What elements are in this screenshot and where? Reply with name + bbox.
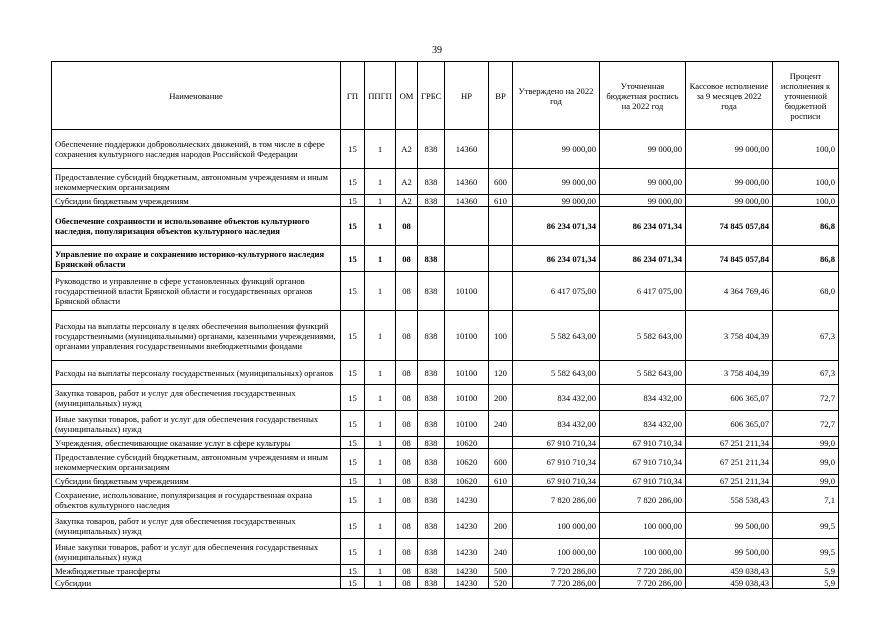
row-np: 14360	[445, 195, 489, 207]
row-om: 08	[396, 361, 418, 385]
row-gp: 15	[341, 513, 365, 539]
row-grbs: 838	[418, 246, 445, 272]
table-row	[52, 411, 839, 437]
row-percent: 99,5	[773, 539, 839, 565]
row-cash: 99 500,00	[686, 539, 773, 565]
row-vr: 600	[489, 169, 513, 195]
row-ppgp: 1	[365, 311, 396, 361]
row-refined: 5 582 643,00	[600, 311, 686, 361]
row-om: 08	[396, 577, 418, 589]
row-name: Закупка товаров, работ и услуг для обеспечения государственных (муниципальных) нужд	[52, 513, 341, 539]
table-row	[52, 361, 839, 385]
row-name: Предоставление субсидий бюджетным, автономным учреждениям и иным некоммерческим организациям	[52, 169, 341, 195]
row-grbs: 838	[418, 449, 445, 475]
row-np: 10100	[445, 361, 489, 385]
row-name: Обеспечение сохранности и использование объектов культурного наследия, популяризация объектов культурного наследия	[52, 207, 341, 246]
table-row	[52, 475, 839, 487]
row-name: Сохранение, использование, популяризация и государственная охрана объектов культурного наследия	[52, 487, 341, 513]
row-name: Управление по охране и сохранению историко-культурного наследия Брянской области	[52, 246, 341, 272]
row-grbs: 838	[418, 487, 445, 513]
row-name: Расходы на выплаты персоналу в целях обеспечения выполнения функций государственными (муниципальными) органами, казенными учреждениями, органами управления государственными внебюджетными фондами	[52, 311, 341, 361]
header-grbs: ГРБС	[418, 62, 445, 130]
row-gp: 15	[341, 565, 365, 577]
row-cash: 74 845 057,84	[686, 246, 773, 272]
table-row	[52, 311, 839, 361]
row-np: 14230	[445, 539, 489, 565]
table-row	[52, 565, 839, 577]
row-grbs: 838	[418, 195, 445, 207]
header-name: Наименование	[52, 62, 341, 130]
row-np: 10620	[445, 475, 489, 487]
row-percent: 100,0	[773, 130, 839, 169]
row-percent: 67,3	[773, 361, 839, 385]
row-percent: 68,0	[773, 272, 839, 311]
row-gp: 15	[341, 437, 365, 449]
row-grbs	[418, 207, 445, 246]
row-vr	[489, 272, 513, 311]
row-cash: 67 251 211,34	[686, 437, 773, 449]
row-ppgp: 1	[365, 475, 396, 487]
row-vr: 520	[489, 577, 513, 589]
row-om: 08	[396, 311, 418, 361]
row-cash: 3 758 404,39	[686, 311, 773, 361]
row-percent: 99,0	[773, 475, 839, 487]
row-np	[445, 246, 489, 272]
table-row	[52, 577, 839, 589]
row-np: 14360	[445, 130, 489, 169]
row-gp: 15	[341, 130, 365, 169]
row-percent: 99,5	[773, 513, 839, 539]
table-row	[52, 385, 839, 411]
row-np: 14230	[445, 487, 489, 513]
row-ppgp: 1	[365, 385, 396, 411]
row-approved: 67 910 710,34	[513, 449, 600, 475]
row-cash: 459 038,43	[686, 577, 773, 589]
row-name: Межбюджетные трансферты	[52, 565, 341, 577]
table-row	[52, 246, 839, 272]
table-row	[52, 130, 839, 169]
row-approved: 99 000,00	[513, 195, 600, 207]
row-approved: 7 720 286,00	[513, 577, 600, 589]
row-om: 08	[396, 207, 418, 246]
row-gp: 15	[341, 411, 365, 437]
row-om: 08	[396, 385, 418, 411]
row-cash: 558 538,43	[686, 487, 773, 513]
row-vr: 120	[489, 361, 513, 385]
row-np: 10100	[445, 272, 489, 311]
row-approved: 99 000,00	[513, 130, 600, 169]
row-refined: 67 910 710,34	[600, 475, 686, 487]
table-row	[52, 539, 839, 565]
row-refined: 99 000,00	[600, 169, 686, 195]
row-np: 14360	[445, 169, 489, 195]
row-om: 08	[396, 539, 418, 565]
header-np: НР	[445, 62, 489, 130]
row-refined: 6 417 075,00	[600, 272, 686, 311]
row-name: Иные закупки товаров, работ и услуг для обеспечения государственных (муниципальных) нужд	[52, 411, 341, 437]
row-vr: 240	[489, 411, 513, 437]
row-percent: 100,0	[773, 195, 839, 207]
row-ppgp: 1	[365, 246, 396, 272]
row-om: А2	[396, 130, 418, 169]
row-vr	[489, 130, 513, 169]
row-ppgp: 1	[365, 272, 396, 311]
row-cash: 99 000,00	[686, 169, 773, 195]
row-vr: 600	[489, 449, 513, 475]
row-name: Субсидии	[52, 577, 341, 589]
row-percent: 5,9	[773, 577, 839, 589]
row-gp: 15	[341, 195, 365, 207]
row-cash: 459 038,43	[686, 565, 773, 577]
table-body	[52, 130, 839, 589]
row-refined: 100 000,00	[600, 513, 686, 539]
row-refined: 7 720 286,00	[600, 565, 686, 577]
row-ppgp: 1	[365, 487, 396, 513]
row-percent: 99,0	[773, 449, 839, 475]
row-approved: 834 432,00	[513, 385, 600, 411]
row-name: Учреждения, обеспечивающие оказание услуг в сфере культуры	[52, 437, 341, 449]
table-row	[52, 437, 839, 449]
row-vr	[489, 487, 513, 513]
header-cash: Кассовое исполнение за 9 месяцев 2022 года	[686, 62, 773, 130]
row-ppgp: 1	[365, 411, 396, 437]
row-ppgp: 1	[365, 169, 396, 195]
row-gp: 15	[341, 385, 365, 411]
table-row	[52, 449, 839, 475]
row-gp: 15	[341, 577, 365, 589]
row-approved: 5 582 643,00	[513, 361, 600, 385]
row-cash: 99 500,00	[686, 513, 773, 539]
row-ppgp: 1	[365, 195, 396, 207]
row-refined: 7 820 286,00	[600, 487, 686, 513]
row-approved: 7 820 286,00	[513, 487, 600, 513]
row-ppgp: 1	[365, 513, 396, 539]
row-om: 08	[396, 437, 418, 449]
row-gp: 15	[341, 311, 365, 361]
row-ppgp: 1	[365, 207, 396, 246]
row-grbs: 838	[418, 272, 445, 311]
row-grbs: 838	[418, 539, 445, 565]
row-cash: 74 845 057,84	[686, 207, 773, 246]
row-percent: 67,3	[773, 311, 839, 361]
row-ppgp: 1	[365, 130, 396, 169]
row-percent: 86,8	[773, 207, 839, 246]
row-grbs: 838	[418, 475, 445, 487]
header-ppgp: ППГП	[365, 62, 396, 130]
row-approved: 100 000,00	[513, 513, 600, 539]
table-row	[52, 487, 839, 513]
header-approved: Утверждено на 2022 год	[513, 62, 600, 130]
row-ppgp: 1	[365, 577, 396, 589]
row-grbs: 838	[418, 130, 445, 169]
row-percent: 7,1	[773, 487, 839, 513]
row-om: 08	[396, 475, 418, 487]
row-name: Субсидии бюджетным учреждениям	[52, 475, 341, 487]
row-np: 14230	[445, 565, 489, 577]
row-om: 08	[396, 487, 418, 513]
table-row	[52, 169, 839, 195]
row-refined: 834 432,00	[600, 411, 686, 437]
header-vr: ВР	[489, 62, 513, 130]
row-approved: 86 234 071,34	[513, 246, 600, 272]
row-om: А2	[396, 169, 418, 195]
row-om: 08	[396, 449, 418, 475]
row-vr: 100	[489, 311, 513, 361]
row-refined: 99 000,00	[600, 130, 686, 169]
row-name: Предоставление субсидий бюджетным, автономным учреждениям и иным некоммерческим организациям	[52, 449, 341, 475]
row-refined: 86 234 071,34	[600, 246, 686, 272]
row-ppgp: 1	[365, 565, 396, 577]
row-np	[445, 207, 489, 246]
row-name: Руководство и управление в сфере установленных функций органов государственной власти Брянской области и государственных органов Брянской области	[52, 272, 341, 311]
row-ppgp: 1	[365, 539, 396, 565]
row-cash: 4 364 769,46	[686, 272, 773, 311]
table-row	[52, 195, 839, 207]
row-om: А2	[396, 195, 418, 207]
row-grbs: 838	[418, 169, 445, 195]
row-cash: 3 758 404,39	[686, 361, 773, 385]
row-gp: 15	[341, 169, 365, 195]
row-approved: 67 910 710,34	[513, 475, 600, 487]
row-refined: 5 582 643,00	[600, 361, 686, 385]
row-gp: 15	[341, 539, 365, 565]
row-vr	[489, 207, 513, 246]
row-ppgp: 1	[365, 361, 396, 385]
row-ppgp: 1	[365, 437, 396, 449]
row-approved: 834 432,00	[513, 411, 600, 437]
row-gp: 15	[341, 246, 365, 272]
row-approved: 7 720 286,00	[513, 565, 600, 577]
row-approved: 67 910 710,34	[513, 437, 600, 449]
row-vr	[489, 246, 513, 272]
row-percent: 5,9	[773, 565, 839, 577]
table-row	[52, 513, 839, 539]
row-percent: 72,7	[773, 411, 839, 437]
header-om: ОМ	[396, 62, 418, 130]
row-grbs: 838	[418, 361, 445, 385]
row-name: Иные закупки товаров, работ и услуг для обеспечения государственных (муниципальных) нужд	[52, 539, 341, 565]
row-np: 14230	[445, 577, 489, 589]
row-vr: 200	[489, 385, 513, 411]
row-grbs: 838	[418, 565, 445, 577]
row-np: 10100	[445, 385, 489, 411]
row-cash: 606 365,07	[686, 411, 773, 437]
row-grbs: 838	[418, 513, 445, 539]
row-gp: 15	[341, 361, 365, 385]
row-np: 10100	[445, 311, 489, 361]
row-approved: 99 000,00	[513, 169, 600, 195]
row-om: 08	[396, 565, 418, 577]
budget-table	[51, 61, 839, 589]
row-grbs: 838	[418, 385, 445, 411]
row-grbs: 838	[418, 311, 445, 361]
table-row	[52, 272, 839, 311]
row-om: 08	[396, 411, 418, 437]
row-approved: 100 000,00	[513, 539, 600, 565]
row-vr: 240	[489, 539, 513, 565]
row-refined: 834 432,00	[600, 385, 686, 411]
row-cash: 606 365,07	[686, 385, 773, 411]
row-cash: 99 000,00	[686, 195, 773, 207]
row-vr: 200	[489, 513, 513, 539]
row-percent: 99,0	[773, 437, 839, 449]
row-np: 10100	[445, 411, 489, 437]
row-gp: 15	[341, 272, 365, 311]
row-refined: 67 910 710,34	[600, 437, 686, 449]
row-refined: 99 000,00	[600, 195, 686, 207]
row-percent: 72,7	[773, 385, 839, 411]
row-grbs: 838	[418, 577, 445, 589]
row-ppgp: 1	[365, 449, 396, 475]
row-gp: 15	[341, 487, 365, 513]
row-percent: 100,0	[773, 169, 839, 195]
row-cash: 67 251 211,34	[686, 449, 773, 475]
row-gp: 15	[341, 475, 365, 487]
row-name: Обеспечение поддержки добровольческих движений, в том числе в сфере сохранения культурного наследия народов Российской Федерации	[52, 130, 341, 169]
header-gp: ГП	[341, 62, 365, 130]
row-om: 08	[396, 246, 418, 272]
row-refined: 86 234 071,34	[600, 207, 686, 246]
row-approved: 5 582 643,00	[513, 311, 600, 361]
row-refined: 100 000,00	[600, 539, 686, 565]
row-cash: 99 000,00	[686, 130, 773, 169]
row-name: Расходы на выплаты персоналу государственных (муниципальных) органов	[52, 361, 341, 385]
row-np: 10620	[445, 449, 489, 475]
header-percent: Процент исполнения к уточненной бюджетной росписи	[773, 62, 839, 130]
row-vr: 500	[489, 565, 513, 577]
page-number: 39	[432, 45, 442, 56]
row-name: Закупка товаров, работ и услуг для обеспечения государственных (муниципальных) нужд	[52, 385, 341, 411]
row-vr: 610	[489, 195, 513, 207]
header-refined: Уточненная бюджетная роспись на 2022 год	[600, 62, 686, 130]
row-om: 08	[396, 513, 418, 539]
table-header-row	[52, 62, 839, 130]
row-percent: 86,8	[773, 246, 839, 272]
row-om: 08	[396, 272, 418, 311]
row-name: Субсидии бюджетным учреждениям	[52, 195, 341, 207]
row-refined: 7 720 286,00	[600, 577, 686, 589]
row-vr	[489, 437, 513, 449]
row-grbs: 838	[418, 437, 445, 449]
table-row	[52, 207, 839, 246]
row-vr: 610	[489, 475, 513, 487]
row-approved: 6 417 075,00	[513, 272, 600, 311]
row-gp: 15	[341, 207, 365, 246]
row-cash: 67 251 211,34	[686, 475, 773, 487]
row-refined: 67 910 710,34	[600, 449, 686, 475]
row-np: 10620	[445, 437, 489, 449]
row-grbs: 838	[418, 411, 445, 437]
row-np: 14230	[445, 513, 489, 539]
row-gp: 15	[341, 449, 365, 475]
row-approved: 86 234 071,34	[513, 207, 600, 246]
